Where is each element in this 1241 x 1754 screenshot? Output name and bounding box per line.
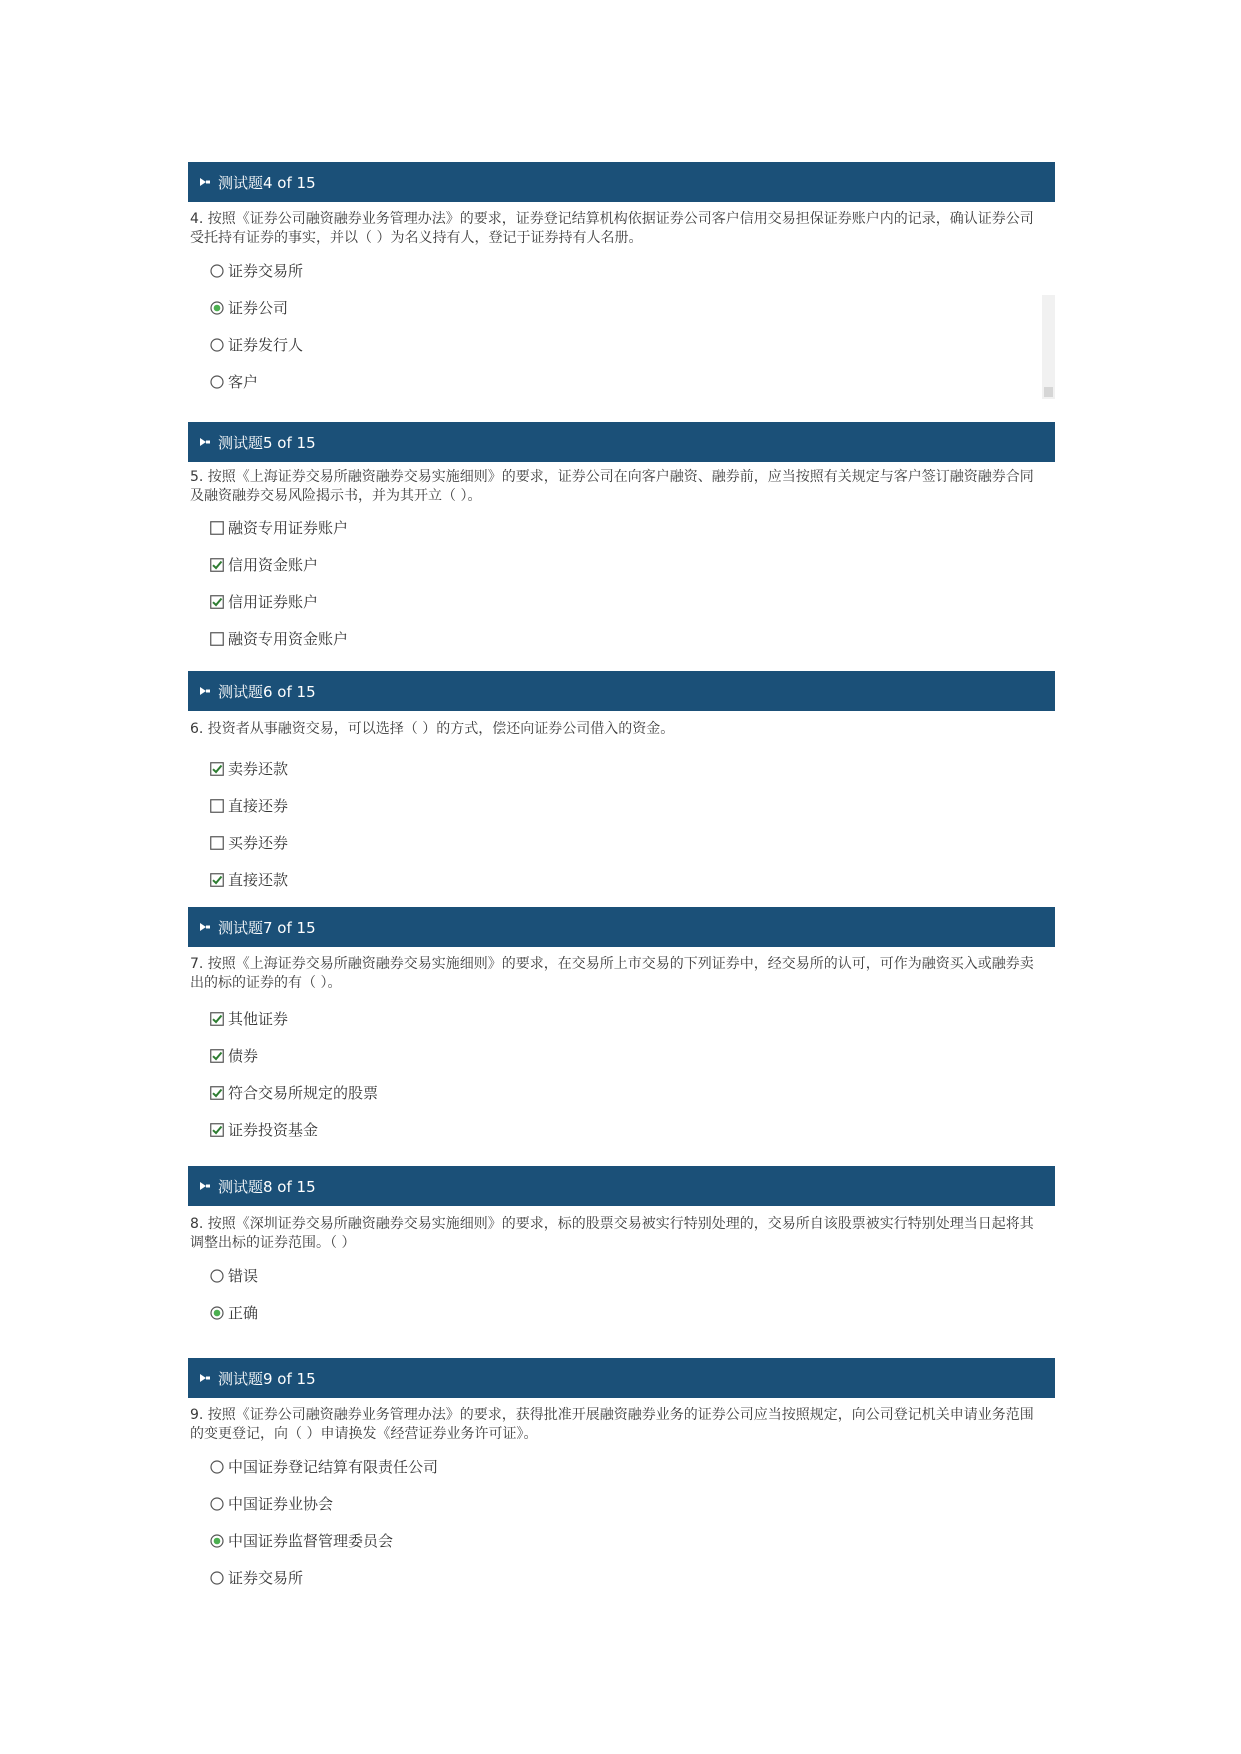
- option-5-4[interactable]: [210, 620, 348, 657]
- question-header-label: 测试题7 of 15: [218, 918, 316, 937]
- question-text-6: 6. 投资者从事融资交易，可以选择（ ）的方式，偿还向证券公司借入的资金。: [190, 721, 675, 737]
- option-list-8: [210, 1257, 258, 1331]
- option-4-1[interactable]: [210, 252, 303, 289]
- option-list-6: [210, 750, 288, 898]
- option-9-1[interactable]: [210, 1448, 438, 1485]
- radio-unchecked-icon[interactable]: [210, 375, 224, 389]
- checkbox-unchecked-icon[interactable]: [210, 836, 224, 850]
- checkbox-checked-icon[interactable]: [210, 762, 224, 776]
- radio-checked-icon[interactable]: [210, 1306, 224, 1320]
- arrow-bullet-icon: [198, 1179, 212, 1193]
- option-label[interactable]: 中国证券监督管理委员会: [228, 1532, 394, 1550]
- option-list-9: [210, 1448, 438, 1596]
- checkbox-checked-icon[interactable]: [210, 1086, 224, 1100]
- checkbox-checked-icon[interactable]: [210, 595, 224, 609]
- option-label[interactable]: 证券交易所: [228, 1569, 304, 1587]
- option-9-2[interactable]: [210, 1485, 438, 1522]
- arrow-bullet-icon: [198, 1371, 212, 1385]
- option-label[interactable]: 中国证券业协会: [228, 1495, 334, 1513]
- option-label[interactable]: 证券交易所: [228, 262, 304, 280]
- option-label[interactable]: 债券: [228, 1047, 259, 1065]
- option-label[interactable]: 融资专用证券账户: [228, 519, 349, 537]
- checkbox-checked-icon[interactable]: [210, 873, 224, 887]
- radio-checked-icon[interactable]: [210, 301, 224, 315]
- option-7-1[interactable]: [210, 1000, 378, 1037]
- question-text-8: 8. 按照《深圳证券交易所融资融券交易实施细则》的要求，标的股票交易被实行特别处理的，交易所自该股票被实行特别处理当日起将其调整出标的证券范围。（ ）: [190, 1216, 1034, 1251]
- checkbox-unchecked-icon[interactable]: [210, 632, 224, 646]
- option-label[interactable]: 卖券还款: [228, 760, 289, 778]
- option-7-4[interactable]: [210, 1111, 378, 1148]
- scrollbar[interactable]: [1042, 295, 1055, 399]
- checkbox-checked-icon[interactable]: [210, 1123, 224, 1137]
- arrow-bullet-icon: [198, 920, 212, 934]
- arrow-bullet-icon: [198, 175, 212, 189]
- option-label[interactable]: 直接还款: [228, 871, 289, 889]
- radio-unchecked-icon[interactable]: [210, 1269, 224, 1283]
- question-header-label: 测试题5 of 15: [218, 433, 316, 452]
- arrow-bullet-icon: [198, 684, 212, 698]
- option-7-3[interactable]: [210, 1074, 378, 1111]
- option-label[interactable]: 买券还券: [228, 834, 289, 852]
- radio-unchecked-icon[interactable]: [210, 1460, 224, 1474]
- option-6-4[interactable]: [210, 861, 288, 898]
- question-text-9: 9. 按照《证券公司融资融券业务管理办法》的要求，获得批准开展融资融券业务的证券公司应当按照规定，向公司登记机关申请业务范围的变更登记，向（ ）申请换发《经营证券业务许可证》。: [190, 1407, 1034, 1442]
- option-6-2[interactable]: [210, 787, 288, 824]
- question-header-9: [188, 1358, 1055, 1398]
- question-header-label: 测试题6 of 15: [218, 682, 316, 701]
- question-header-label: 测试题4 of 15: [218, 173, 316, 192]
- option-label[interactable]: 证券发行人: [228, 336, 304, 354]
- checkbox-checked-icon[interactable]: [210, 1012, 224, 1026]
- option-8-1[interactable]: [210, 1257, 258, 1294]
- radio-unchecked-icon[interactable]: [210, 1571, 224, 1585]
- option-label[interactable]: 信用资金账户: [228, 556, 319, 574]
- question-header-5: [188, 422, 1055, 462]
- option-7-2[interactable]: [210, 1037, 378, 1074]
- option-5-3[interactable]: [210, 583, 348, 620]
- radio-checked-icon[interactable]: [210, 1534, 224, 1548]
- option-6-1[interactable]: [210, 750, 288, 787]
- option-8-2[interactable]: [210, 1294, 258, 1331]
- option-label[interactable]: 正确: [228, 1304, 259, 1322]
- question-text-4: 4. 按照《证券公司融资融券业务管理办法》的要求，证券登记结算机构依据证券公司客户信用交易担保证券账户内的记录，确认证券公司受托持有证券的事实，并以（ ）为名义持有人，登记于证券持有人名册。: [190, 211, 1034, 246]
- question-text-5: 5. 按照《上海证券交易所融资融券交易实施细则》的要求，证券公司在向客户融资、融券前，应当按照有关规定与客户签订融资融券合同及融资融券交易风险揭示书，并为其开立（ ）。: [190, 469, 1034, 504]
- option-label[interactable]: 符合交易所规定的股票: [228, 1084, 379, 1102]
- scrollbar-thumb[interactable]: [1044, 387, 1053, 397]
- option-6-3[interactable]: [210, 824, 288, 861]
- option-label[interactable]: 中国证券登记结算有限责任公司: [228, 1458, 439, 1476]
- question-header-label: 测试题8 of 15: [218, 1177, 316, 1196]
- option-list-5: [210, 509, 348, 657]
- option-list-7: [210, 1000, 378, 1148]
- radio-unchecked-icon[interactable]: [210, 264, 224, 278]
- option-list-4: [210, 252, 303, 400]
- option-label[interactable]: 其他证券: [228, 1010, 289, 1028]
- question-header-label: 测试题9 of 15: [218, 1369, 316, 1388]
- radio-unchecked-icon[interactable]: [210, 1497, 224, 1511]
- option-label[interactable]: 客户: [228, 373, 259, 391]
- option-label[interactable]: 直接还券: [228, 797, 289, 815]
- radio-unchecked-icon[interactable]: [210, 338, 224, 352]
- option-5-1[interactable]: [210, 509, 348, 546]
- question-header-6: [188, 671, 1055, 711]
- arrow-bullet-icon: [198, 435, 212, 449]
- option-label[interactable]: 错误: [228, 1267, 259, 1285]
- question-header-7: [188, 907, 1055, 947]
- option-5-2[interactable]: [210, 546, 348, 583]
- option-4-3[interactable]: [210, 326, 303, 363]
- question-text-7: 7. 按照《上海证券交易所融资融券交易实施细则》的要求，在交易所上市交易的下列证券中，经交易所的认可，可作为融资买入或融券卖出的标的证券的有（ ）。: [190, 956, 1034, 991]
- option-9-4[interactable]: [210, 1559, 438, 1596]
- option-label[interactable]: 证券投资基金: [228, 1121, 319, 1139]
- checkbox-unchecked-icon[interactable]: [210, 799, 224, 813]
- option-4-4[interactable]: [210, 363, 303, 400]
- option-label[interactable]: 证券公司: [228, 299, 289, 317]
- option-label[interactable]: 融资专用资金账户: [228, 630, 349, 648]
- question-header-4: [188, 162, 1055, 202]
- option-4-2[interactable]: [210, 289, 303, 326]
- option-9-3[interactable]: [210, 1522, 438, 1559]
- checkbox-checked-icon[interactable]: [210, 558, 224, 572]
- question-header-8: [188, 1166, 1055, 1206]
- checkbox-checked-icon[interactable]: [210, 1049, 224, 1063]
- checkbox-unchecked-icon[interactable]: [210, 521, 224, 535]
- option-label[interactable]: 信用证券账户: [228, 593, 319, 611]
